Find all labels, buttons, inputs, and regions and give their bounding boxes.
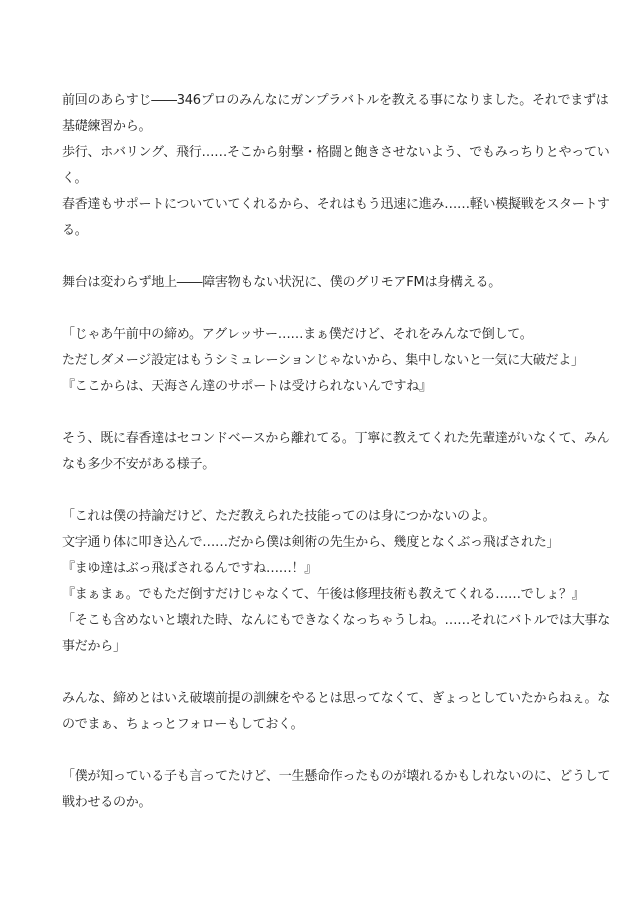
paragraph-gap: [62, 400, 582, 426]
text-line: 舞台は変わらず地上――障害物もない状況に、僕のグリモアFMは身構える。: [62, 275, 501, 290]
text-line: みんな、締めとはいえ破壊前提の訓練をやるとは思ってなくて、ぎょっとしていたからねぇ。な: [62, 691, 610, 706]
paragraph-gap: [62, 660, 582, 686]
text-line: く。: [62, 171, 88, 186]
text-line: 『まゆ達はぶっ飛ばされるんですね……！』: [62, 561, 318, 576]
text-line: 歩行、ホバリング、飛行……そこから射撃・格闘と飽きさせないよう、でもみっちりとやってい: [62, 145, 610, 160]
text-line: 「そこも含めないと壊れた時、なんにもできなくなっちゃうしね。……それにバトルでは大事な: [62, 613, 610, 628]
text-line: 『ここからは、天海さん達のサポートは受けられないんですね』: [62, 379, 432, 394]
text-line: 『まぁまぁ。でもただ倒すだけじゃなくて、午後は修理技術も教えてくれる……でしょ？』: [62, 587, 585, 602]
text-line: る。: [62, 223, 88, 238]
text-line: 前回のあらすじ――346プロのみんなにガンプラバトルを教える事になりました。それでまずは: [62, 93, 609, 108]
paragraph-gap: [62, 296, 582, 322]
text-line: 基礎練習から。: [62, 119, 152, 134]
paragraph-gap: [62, 738, 582, 764]
text-line: のでまぁ、ちょっとフォローもしておく。: [62, 717, 304, 732]
paragraph-gap: [62, 244, 582, 270]
text-line: 事だから」: [62, 639, 126, 654]
text-line: 戦わせるのか。: [62, 795, 152, 810]
text-line: 「じゃあ午前中の締め。アグレッサー……まぁ僕だけど、それをみんなで倒して。: [62, 327, 533, 342]
novel-text: [62, 88, 611, 816]
text-line: 「僕が知っている子も言ってたけど、一生懸命作ったものが壊れるかもしれないのに、どうして: [62, 769, 611, 784]
paragraph-gap: [62, 478, 582, 504]
text-line: そう、既に春香達はセコンドベースから離れてる。丁寧に教えてくれた先輩達がいなくて、みん: [62, 431, 610, 446]
text-line: 「これは僕の持論だけど、ただ教えられた技能ってのは身につかないのよ。: [62, 509, 496, 524]
text-line: ただしダメージ設定はもうシミュレーションじゃないから、集中しないと一気に大破だよ」: [62, 353, 584, 368]
text-line: なも多少不安がある様子。: [62, 457, 216, 472]
text-line: 文字通り体に叩き込んで……だから僕は剣術の先生から、幾度となくぶっ飛ばされた」: [62, 535, 560, 550]
text-line: 春香達もサポートについていてくれるから、それはもう迅速に進み……軽い模擬戦をスタートす: [62, 197, 610, 212]
